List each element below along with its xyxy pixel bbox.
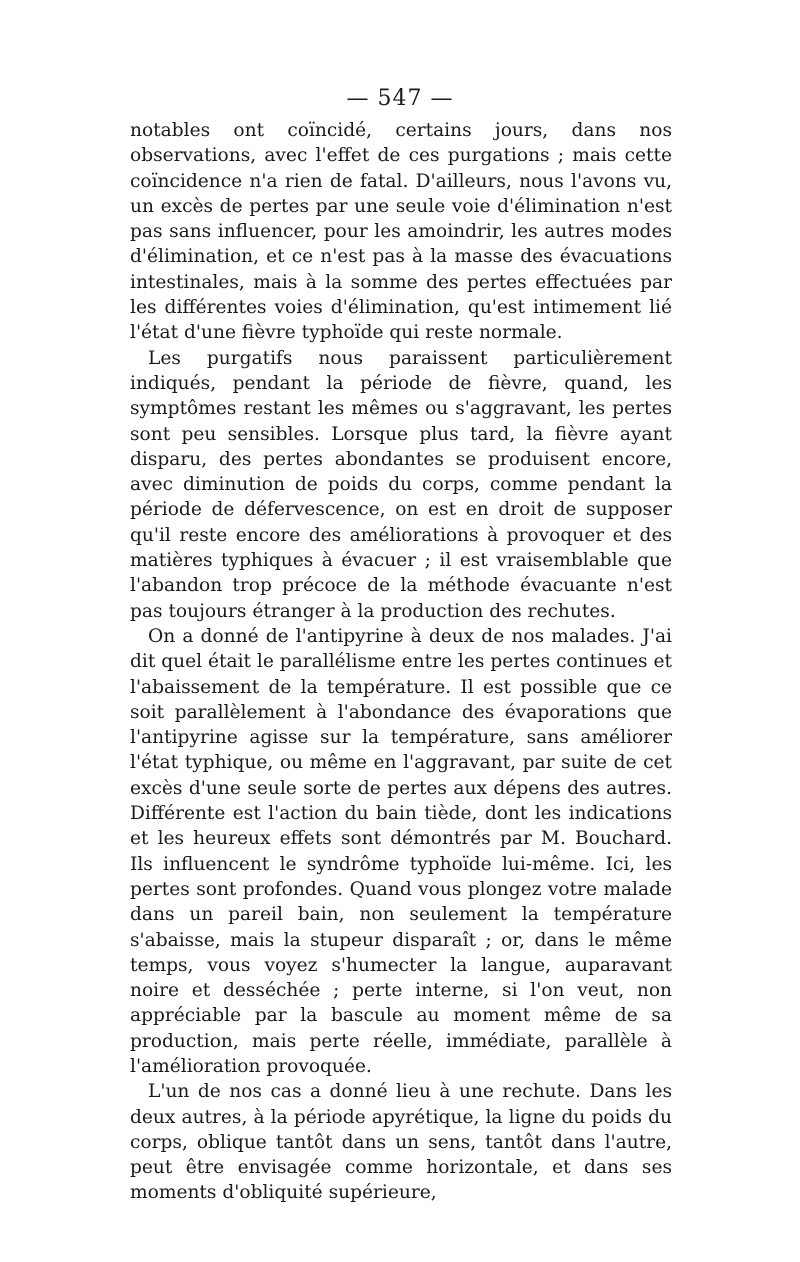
body-text <box>130 118 672 1206</box>
paragraph-purgatifs: Les purgatifs nous paraissent particulièrement indiqués, pendant la période de fièvre, quand, les symptômes restant les mêmes ou s'aggravant, les pertes sont peu sensibles. Lorsque plus tard, la fièvre ayant disparu, des pertes abondantes se produisent encore, avec diminution de poids du corps, comme pendant la période de défervescence, on est en droit de supposer qu'il reste encore des améliorations à provoquer et des matières typhiques à évacuer ; il est vraisemblable que l'abandon trop précoce de la méthode évacuante n'est pas toujours étranger à la production des rechutes. <box>130 347 672 622</box>
paragraph-continuation: notables ont coïncidé, certains jours, dans nos observations, avec l'effet de ces purgations ; mais cette coïncidence n'a rien de fatal. D'ailleurs, nous l'avons vu, un excès de pertes par une seule voie d'élimination n'est pas sans influencer, pour les amoindrir, les autres modes d'élimination, et ce n'est pas à la masse des évacuations intestinales, mais à la somme des pertes effectuées par les différentes voies d'élimination, qu'est intimement lié l'état d'une fièvre typhoïde qui reste normale. <box>130 120 672 344</box>
paragraph-rechute: L'un de nos cas a donné lieu à une rechute. Dans les deux autres, à la période apyrétique, la ligne du poids du corps, oblique tantôt dans un sens, tantôt dans l'autre, peut être envisagée comme horizontale, et dans ses moments d'obliquité supérieure, <box>130 1081 672 1204</box>
paragraph-antipyrine: On a donné de l'antipyrine à deux de nos malades. J'ai dit quel était le parallélisme entre les pertes continues et l'abaissement de la température. Il est possible que ce soit parallèlement à l'abondance des évaporations que l'antipyrine agisse sur la température, sans améliorer l'état typhique, ou même en l'aggravant, par suite de cet excès d'une seule sorte de pertes aux dépens des autres. Différente est l'action du bain tiède, dont les indications et les heureux effets sont démontrés par M. Bouchard. Ils influencent le syndrôme typhoïde lui-même. Ici, les pertes sont profondes. Quand vous plongez votre malade dans un pareil bain, non seulement la température s'abaisse, mais la stupeur disparaît ; or, dans le même temps, vous voyez s'humecter la langue, auparavant noire et desséchée ; perte interne, si l'on veut, non appréciable par la bascule au moment même de sa production, mais perte réelle, immédiate, parallèle à l'amélioration provoquée. <box>130 625 672 1077</box>
page-number: — 547 — <box>346 86 454 111</box>
